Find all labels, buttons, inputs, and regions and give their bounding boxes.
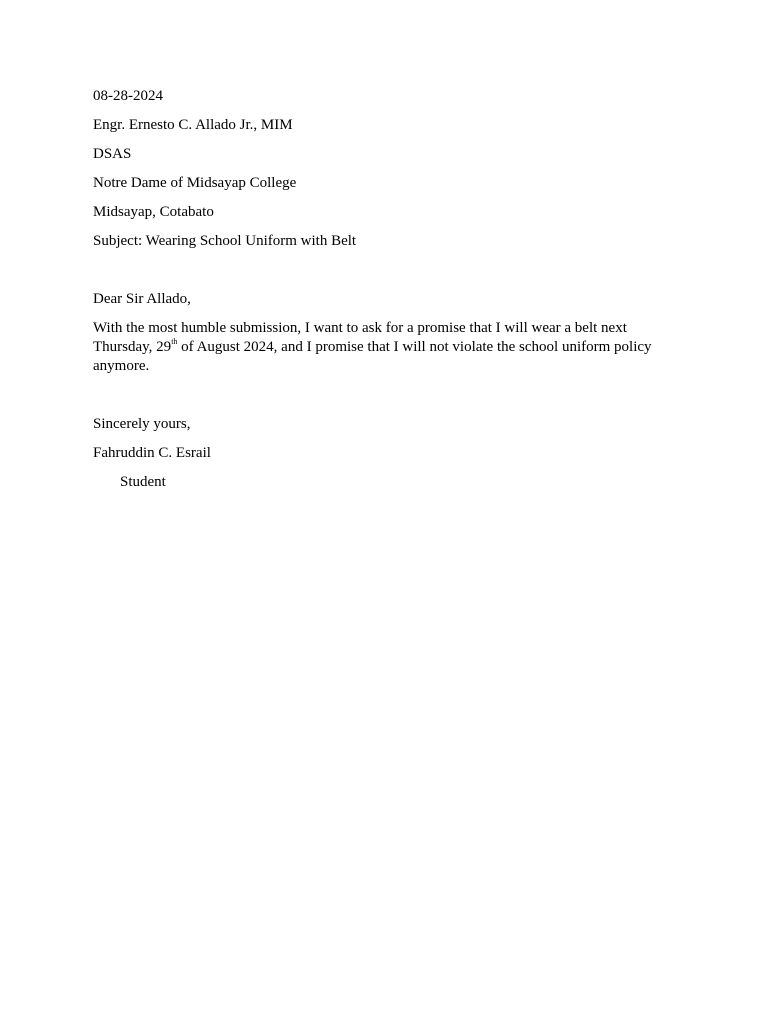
- letter-body: [93, 319, 683, 376]
- letter-salutation: Dear Sir Allado,: [93, 291, 191, 307]
- body-text-part2: of August 2024, and I promise that I will not violate the school uniform policy anymore.: [93, 339, 652, 374]
- letter-date: 08-28-2024: [93, 88, 163, 104]
- letter-subject: Subject: Wearing School Uniform with Belt: [93, 233, 357, 249]
- blank-line: [93, 386, 683, 415]
- institution-location: Midsayap, Cotabato: [93, 204, 214, 220]
- blank-line: [93, 261, 683, 290]
- sender-title: Student: [120, 474, 166, 490]
- body-text-part1: With the most humble submission, I want to ask for a promise that I will wear a belt next Thursday, 29: [93, 320, 627, 355]
- body-superscript: th: [171, 337, 178, 346]
- recipient-office: DSAS: [93, 146, 132, 162]
- sender-name: Fahruddin C. Esrail: [93, 445, 211, 461]
- letter-closing: Sincerely yours,: [93, 416, 191, 432]
- institution-name: Notre Dame of Midsayap College: [93, 175, 297, 191]
- letter-content: [93, 87, 683, 502]
- recipient-name: Engr. Ernesto C. Allado Jr., MIM: [93, 117, 293, 133]
